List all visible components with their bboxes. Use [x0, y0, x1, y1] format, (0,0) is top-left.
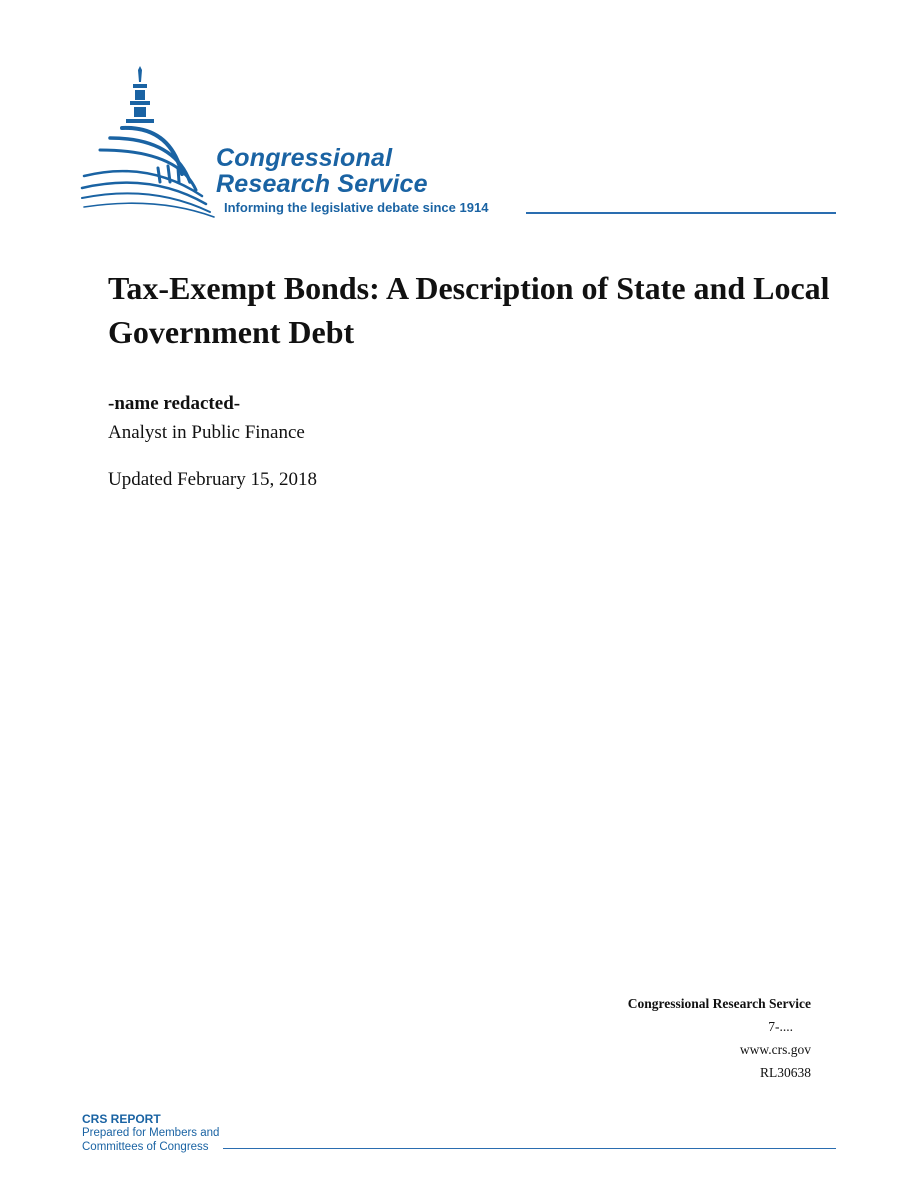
info-organization: Congressional Research Service [627, 996, 811, 1011]
header-divider [526, 212, 836, 214]
footer-line1: Prepared for Members and [82, 1127, 220, 1139]
author-role: Analyst in Public Finance [108, 422, 305, 443]
info-code: 7-.... [768, 1019, 793, 1034]
brand-tagline: Informing the legislative debate since 1914 [224, 200, 489, 215]
report-title: Tax-Exempt Bonds: A Description of State and Local Government Debt [108, 270, 830, 350]
report-author: -name redacted- [108, 393, 241, 414]
footer-divider [223, 1148, 836, 1149]
crs-logo [78, 64, 838, 224]
brand-name-line1: Congressional [216, 144, 393, 172]
report-date: Updated February 15, 2018 [108, 469, 317, 490]
crs-report-footer [82, 1112, 219, 1154]
info-report-number: RL30638 [759, 1065, 811, 1080]
info-website-link[interactable]: www.crs.gov [739, 1042, 811, 1057]
brand-name-line2: Research Service [216, 170, 428, 198]
footer-line2: Committees of Congress [82, 1141, 209, 1153]
capitol-dome-icon [78, 64, 218, 224]
footer-label: CRS REPORT [82, 1112, 161, 1126]
report-info-block [628, 992, 811, 1084]
